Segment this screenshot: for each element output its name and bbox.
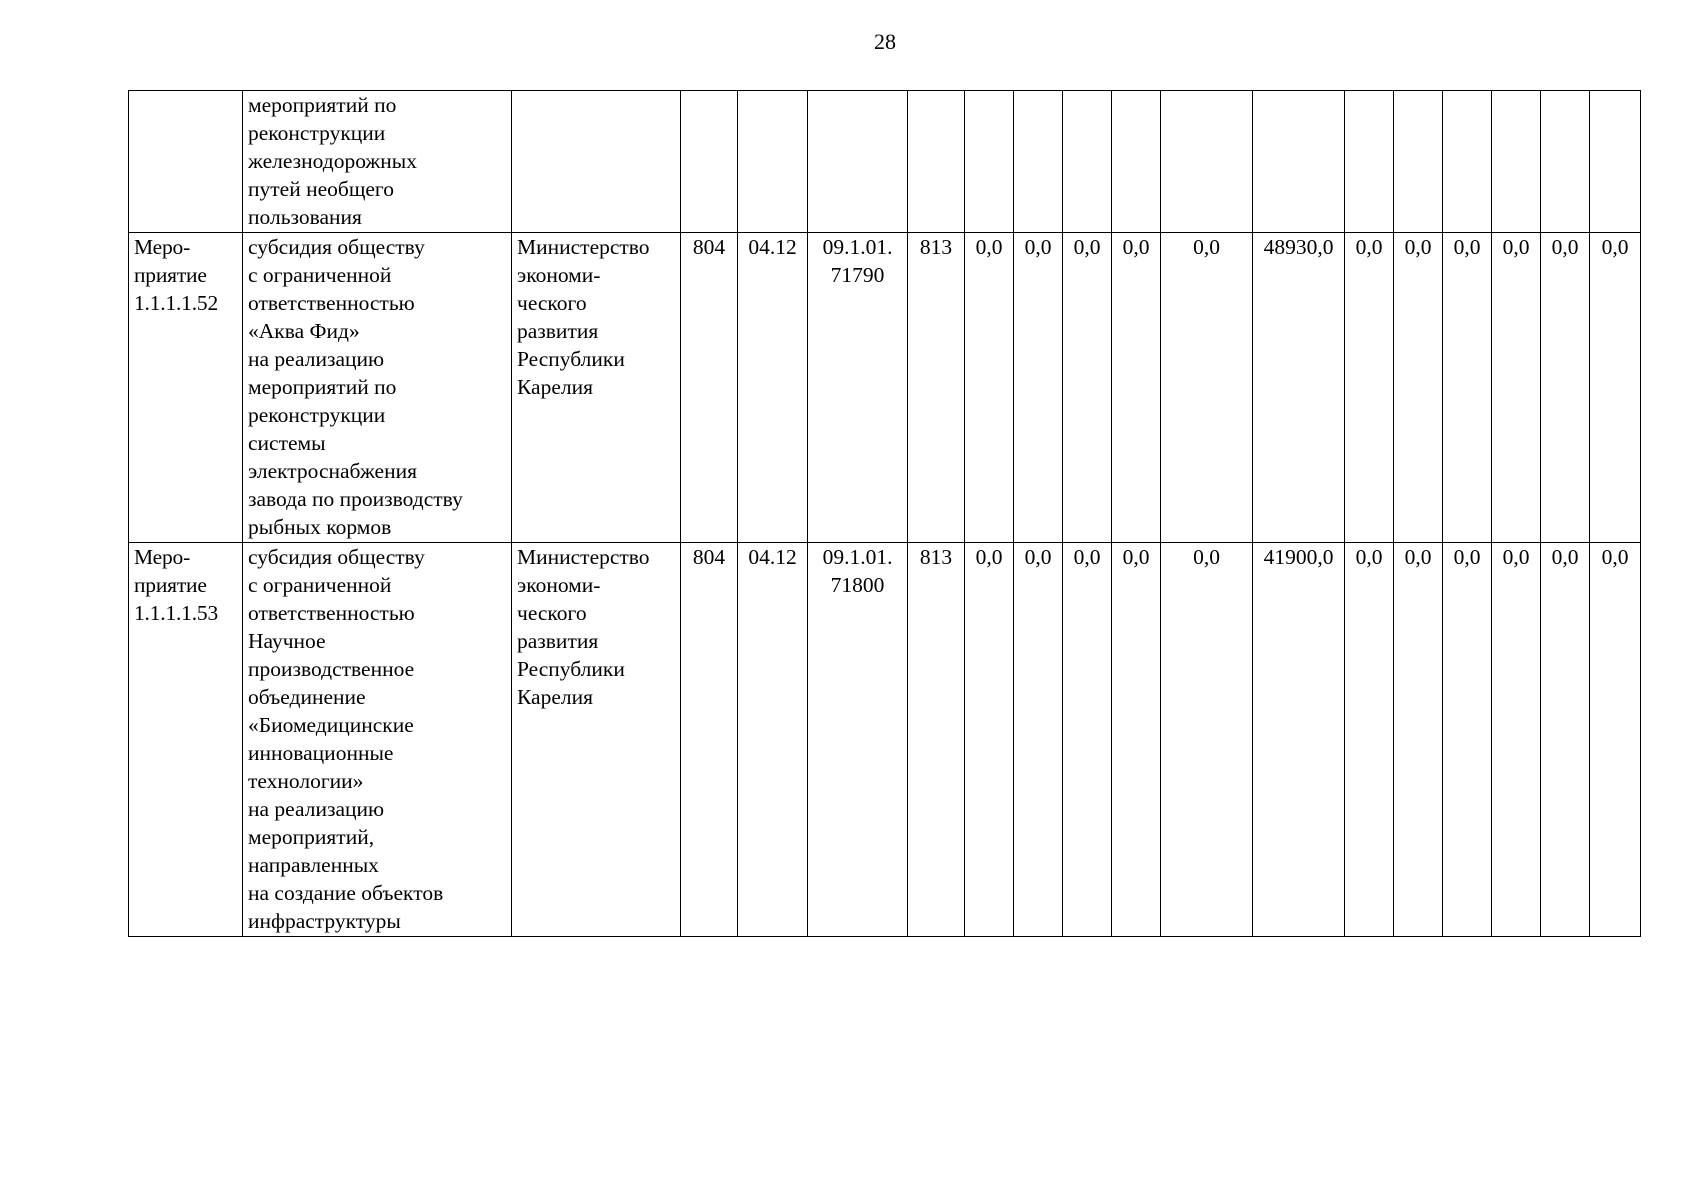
amount-cell: 0,0 (965, 233, 1014, 543)
measure-description-cell: субсидия обществу с ограниченной ответственностью «Аква Фид» на реализацию мероприятий по реконструкции системы электроснабжения завода по производству рыбных кормов (243, 233, 512, 543)
table-row (129, 233, 1641, 543)
csr-cell: 09.1.01. 71790 (808, 233, 908, 543)
executor-cell: Министерство экономи- ческого развития Республики Карелия (512, 233, 681, 543)
csr-cell: 09.1.01. 71800 (808, 543, 908, 937)
amount-cell: 0,0 (1345, 543, 1394, 937)
measure-description-cell: мероприятий по реконструкции железнодорожных путей необщего пользования (243, 91, 512, 233)
budget-table (128, 90, 1641, 937)
executor-cell (512, 91, 681, 233)
vr-cell (908, 91, 965, 233)
grbs-cell: 804 (681, 543, 738, 937)
amount-cell: 0,0 (1492, 543, 1541, 937)
grbs-cell (681, 91, 738, 233)
rzpr-cell: 04.12 (738, 233, 808, 543)
amount-cell (1161, 91, 1253, 233)
amount-cell: 0,0 (1541, 233, 1590, 543)
grbs-cell: 804 (681, 233, 738, 543)
amount-cell (1345, 91, 1394, 233)
table-row (129, 543, 1641, 937)
amount-cell: 0,0 (1161, 543, 1253, 937)
amount-cell: 0,0 (965, 543, 1014, 937)
amount-cell: 0,0 (1394, 543, 1443, 937)
amount-cell: 0,0 (1394, 233, 1443, 543)
amount-cell (1253, 91, 1345, 233)
amount-cell (1590, 91, 1641, 233)
amount-cell (1063, 91, 1112, 233)
csr-cell (808, 91, 908, 233)
amount-cell: 0,0 (1541, 543, 1590, 937)
amount-cell (1112, 91, 1161, 233)
measure-name-cell: Меро- приятие 1.1.1.1.52 (129, 233, 243, 543)
amount-cell: 0,0 (1063, 543, 1112, 937)
measure-name-cell (129, 91, 243, 233)
amount-cell: 0,0 (1590, 543, 1641, 937)
amount-cell: 0,0 (1063, 233, 1112, 543)
amount-cell: 0,0 (1112, 233, 1161, 543)
vr-cell: 813 (908, 543, 965, 937)
amount-cell: 0,0 (1014, 233, 1063, 543)
amount-cell (1492, 91, 1541, 233)
amount-cell: 0,0 (1161, 233, 1253, 543)
amount-cell: 0,0 (1345, 233, 1394, 543)
amount-cell: 0,0 (1443, 233, 1492, 543)
amount-cell: 48930,0 (1253, 233, 1345, 543)
rzpr-cell (738, 91, 808, 233)
amount-cell (1394, 91, 1443, 233)
measure-name-cell: Меро- приятие 1.1.1.1.53 (129, 543, 243, 937)
amount-cell: 0,0 (1014, 543, 1063, 937)
vr-cell: 813 (908, 233, 965, 543)
amount-cell: 0,0 (1112, 543, 1161, 937)
amount-cell: 0,0 (1492, 233, 1541, 543)
amount-cell: 0,0 (1590, 233, 1641, 543)
table-row (129, 91, 1641, 233)
amount-cell (1443, 91, 1492, 233)
amount-cell (1541, 91, 1590, 233)
executor-cell: Министерство экономи- ческого развития Республики Карелия (512, 543, 681, 937)
amount-cell (965, 91, 1014, 233)
amount-cell: 0,0 (1443, 543, 1492, 937)
amount-cell (1014, 91, 1063, 233)
amount-cell: 41900,0 (1253, 543, 1345, 937)
page-number: 28 (874, 29, 896, 54)
rzpr-cell: 04.12 (738, 543, 808, 937)
measure-description-cell: субсидия обществу с ограниченной ответственностью Научное производственное объединение «Биомедицинские инновационные технологии» на реализацию мероприятий, направленных на создание объектов инфраструктуры (243, 543, 512, 937)
